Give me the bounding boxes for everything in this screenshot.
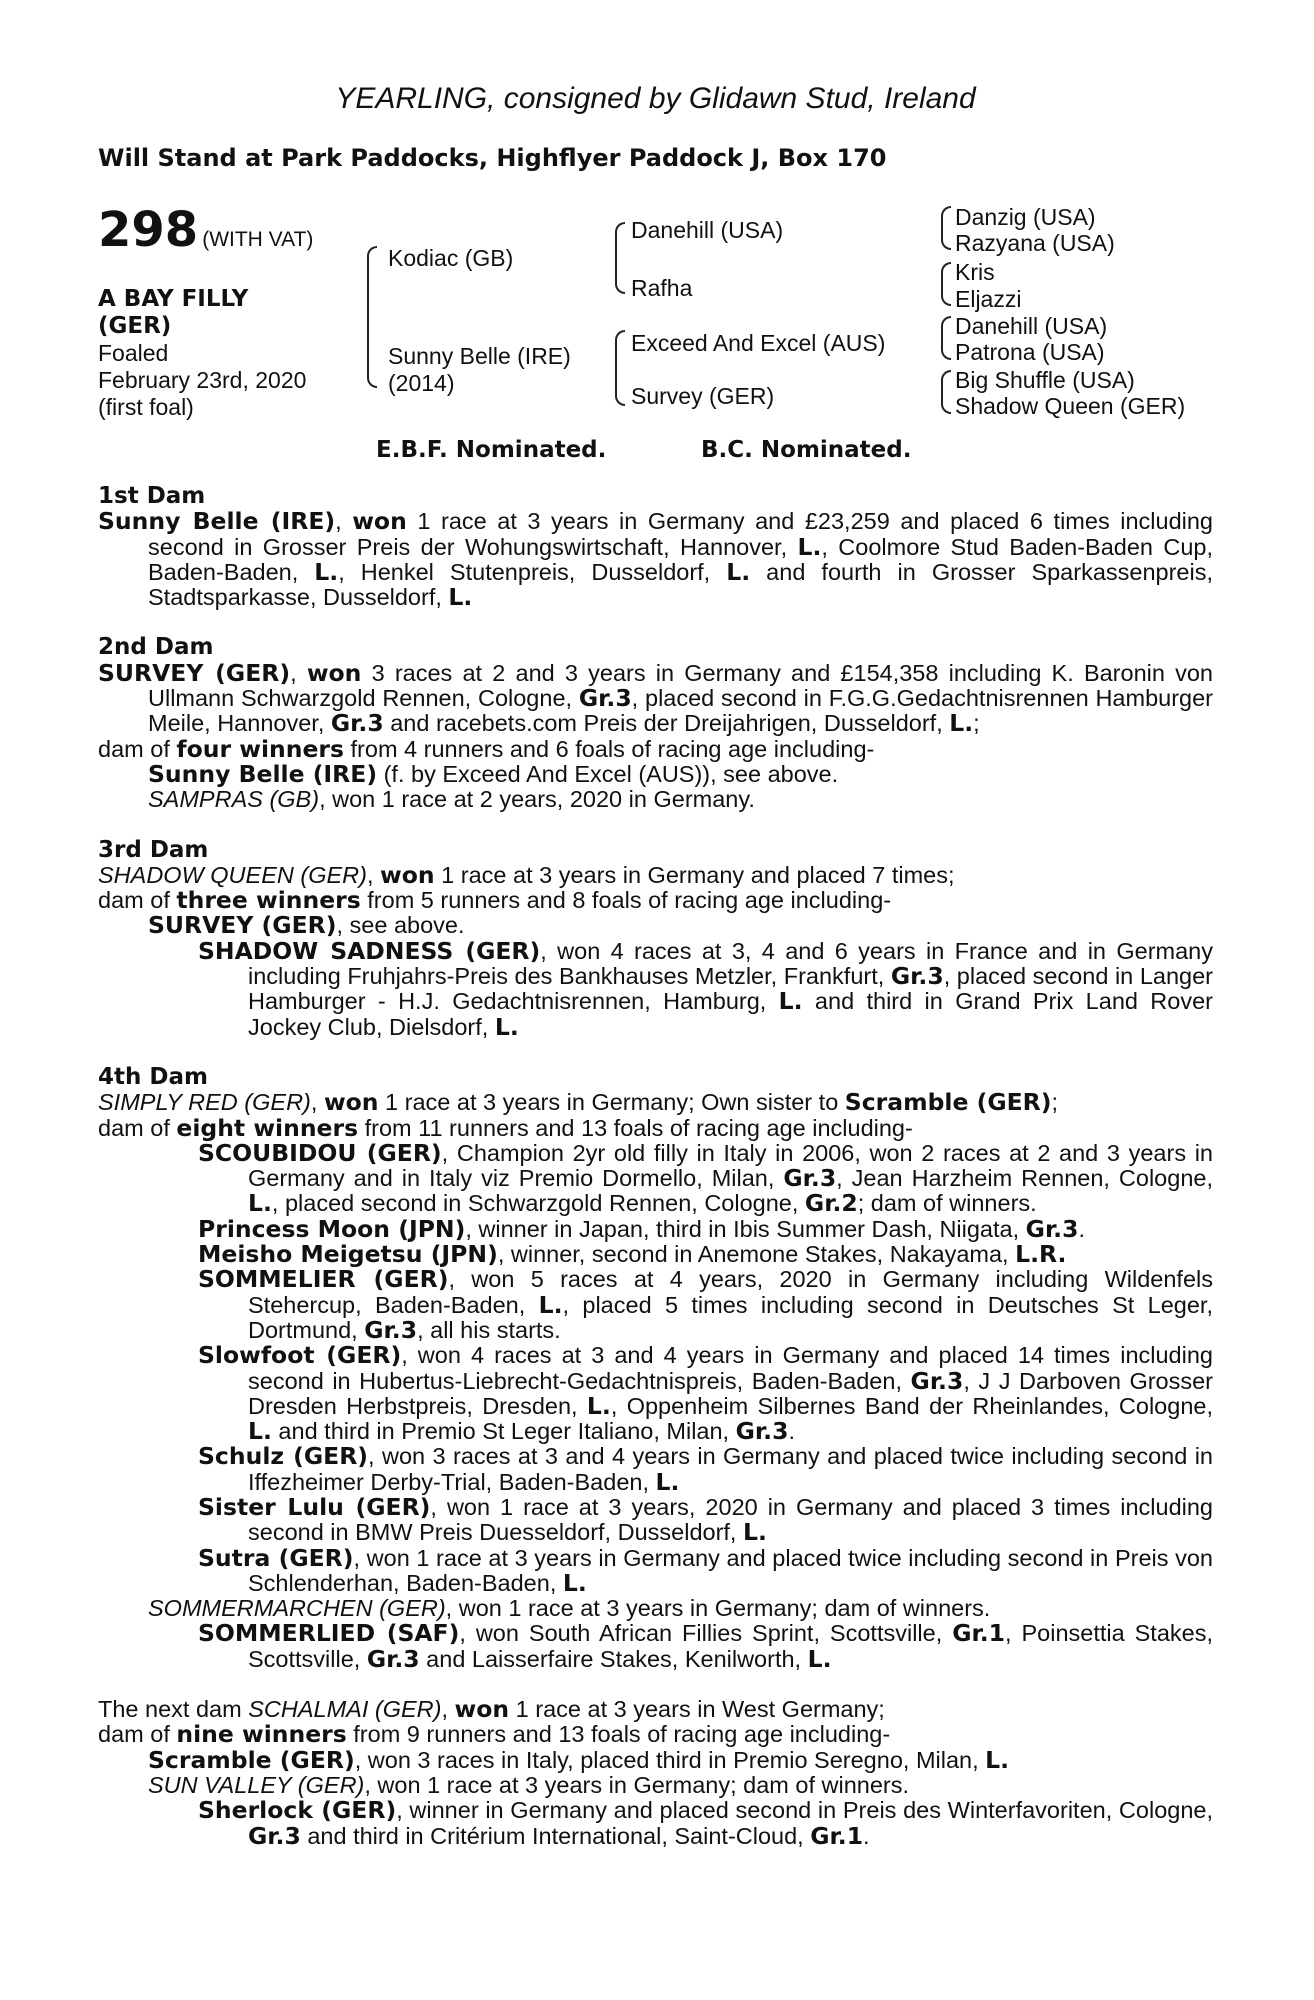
won-label: won [352,507,407,536]
progeny-entry: Scramble (GER), won 3 races in Italy, placed third in Premio Seregno, Milan, L. [148,1745,1010,1774]
horse-description [98,286,306,421]
pedigree-g3-6: Patrona (USA) [955,339,1105,365]
progeny-entry: SHADOW SADNESS (GER), won 4 races at 3, 4 and 6 years in France and in Germany including Fruhjahrs-Preis des Bankhauses Metzler, Frankfurt, Gr.3, placed second in Langer Hamburger - H.J. Gedachtnisrennen, Hamburg, L. and third in Grand Prix Land Rover Jockey Club, Dielsdorf, L. [198,936,1213,1041]
pedigree-g3-1: Danzig (USA) [955,204,1096,230]
lot-number-block [98,202,313,258]
pedigree-dam: Sunny Belle (IRE) [388,343,571,369]
progeny-entry: SOMMERMARCHEN (GER), won 1 race at 3 years in Germany; dam of winners. [148,1595,991,1622]
third-dam-produce: dam of three winners from 5 runners and 8 foals of racing age including- [98,886,892,915]
horse-title: A BAY FILLY [98,286,249,312]
progeny-entry: SUN VALLEY (GER), won 1 race at 3 years in Germany; dam of winners. [148,1771,910,1798]
pedigree-dam-dam: Survey (GER) [631,383,775,409]
dam-sections [98,484,1213,1849]
progeny-entry: Sutra (GER), won 1 race at 3 years in Germany and placed twice including second in Preis von Schlenderhan, Baden-Baden, L. [198,1543,1213,1597]
third-dam-entry: SHADOW QUEEN (GER), won 1 race at 3 years in Germany and placed 7 times; [98,860,955,889]
pedigree-g3-8: Shadow Queen (GER) [955,393,1186,419]
pedigree-g3-2: Razyana (USA) [955,230,1115,256]
bc-nomination: B.C. Nominated. [701,437,912,463]
ebf-nomination: E.B.F. Nominated. [376,437,607,463]
second-dam-entry: SURVEY (GER), won 3 races at 2 and 3 years in Germany and £154,358 including K. Baronin von Ullmann Schwarzgold Rennen, Cologne, Gr.3, placed second in F.G.G.Gedachtnisrennen Hamburger Meile, Hannover, Gr.3 and racebets.com Preis der Dreijahrigen, Dusseldorf, L.; [98,658,1214,738]
fourth-dam-heading: 4th Dam [98,1063,208,1090]
progeny-entry: Sunny Belle (IRE) (f. by Exceed And Excel (AUS)), see above. [148,759,839,788]
second-dam-name: SURVEY (GER) [98,658,291,687]
vat-note: (WITH VAT) [202,228,314,251]
progeny-entry: Slowfoot (GER), won 4 races at 3 and 4 years in Germany and placed 14 times including second in Hubertus-Liebrecht-Gedachtnispreis, Baden-Baden, Gr.3, J J Darboven Grosser Dresden Herbstpreis, Dresden, L., Oppenheim Silbernes Band der Rheinlandes, Cologne, L. and third in Premio St Leger Italiano, Milan, Gr.3. [198,1341,1214,1446]
progeny-entry: SAMPRAS (GB), won 1 race at 2 years, 2020 in Germany. [148,786,755,813]
progeny-entry: Meisho Meigetsu (JPN), winner, second in Anemone Stakes, Nakayama, L.R. [198,1240,1067,1269]
pedigree-sire-dam: Rafha [631,275,693,301]
pedigree-sire-sire: Danehill (USA) [631,217,784,243]
first-dam-name: Sunny Belle (IRE) [98,507,336,536]
foal-note: (first foal) [98,394,194,420]
progeny-entry: Sherlock (GER), winner in Germany and placed second in Preis des Winterfavoriten, Cologne, Gr.3 and third in Critérium International, Saint-Cloud, Gr.1. [198,1796,1213,1850]
pedigree-g3-7: Big Shuffle (USA) [955,367,1135,393]
progeny-entry: Princess Moon (JPN), winner in Japan, third in Ibis Summer Dash, Niigata, Gr.3. [198,1214,1085,1243]
first-dam-heading: 1st Dam [98,483,206,509]
progeny-entry: SCOUBIDOU (GER), Champion 2yr old filly in Italy in 2006, won 2 races at 2 and 3 years in Germany and in Italy viz Premio Dormello, Milan, Gr.3, Jean Harzheim Rennen, Cologne, L., placed second in Schwarzgold Rennen, Cologne, Gr.2; dam of winners. [198,1138,1213,1218]
foaled-date: February 23rd, 2020 [98,367,307,393]
third-dam-heading: 3rd Dam [98,836,209,863]
pedigree-brace-g3a [941,206,951,250]
fourth-dam-produce: dam of eight winners from 11 runners and 13 foals of racing age including- [98,1113,913,1142]
pedigree-g3-5: Danehill (USA) [955,313,1108,339]
first-dam-entry: Sunny Belle (IRE), won 1 race at 3 years in Germany and £23,259 and placed 6 times including second in Grosser Preis der Wohungswirtschaft, Hannover, L., Coolmore Stud Baden-Baden Cup, Baden-Baden, L., Henkel Stutenpreis, Dusseldorf, L. and fourth in Grosser Sparkassenpreis, Stadtsparkasse, Dusseldorf, L. [98,507,1214,612]
page-title: YEARLING, consigned by Glidawn Stud, Ireland [335,82,976,115]
horse-origin: (GER) [98,313,172,339]
pedigree-brace-main [367,246,377,388]
pedigree-brace-g3c [941,316,951,360]
next-dam-produce: dam of nine winners from 9 runners and 13 foals of racing age including- [98,1720,891,1749]
pedigree-g3-4: Eljazzi [955,286,1022,312]
progeny-entry: SOMMELIER (GER), won 5 races at 4 years, 2020 in Germany including Wildenfels Stehercup, Baden-Baden, L., placed 5 times including second in Deutsches St Leger, Dortmund, Gr.3, all his starts. [198,1265,1213,1344]
next-dam-entry: The next dam SCHALMAI (GER), won 1 race at 3 years in West Germany; [98,1695,885,1724]
second-dam-produce: dam of four winners from 4 runners and 6 foals of racing age including- [98,734,875,763]
foaled-label: Foaled [98,340,169,366]
pedigree-brace-g3d [941,370,951,414]
pedigree-sire: Kodiac (GB) [388,245,514,271]
progeny-entry: Sister Lulu (GER), won 1 race at 3 years, 2020 in Germany and placed 3 times including second in BMW Preis Duesseldorf, Dusseldorf, L. [198,1492,1213,1547]
pedigree-dam-sire: Exceed And Excel (AUS) [631,330,886,356]
pedigree-dam-year: (2014) [388,370,455,396]
lot-number: 298 [98,202,199,258]
fourth-dam-entry: SIMPLY RED (GER), won 1 race at 3 years in Germany; Own sister to Scramble (GER); [98,1088,1059,1117]
progeny-entry: SURVEY (GER), see above. [148,911,465,940]
progeny-entry: SOMMERLIED (SAF), won South African Fillies Sprint, Scottsville, Gr.1, Poinsettia Stakes, Scottsville, Gr.3 and Laisserfaire Stakes, Kenilworth, L. [198,1619,1213,1673]
progeny-entry: Schulz (GER), won 3 races at 3 and 4 years in Germany and placed twice including second in Iffezheimer Derby-Trial, Baden-Baden, L. [198,1442,1214,1496]
pedigree-brace-sire [615,222,625,294]
stand-location: Will Stand at Park Paddocks, Highflyer Paddock J, Box 170 [98,144,887,172]
pedigree-g3-3: Kris [955,259,995,285]
second-dam-heading: 2nd Dam [98,634,214,661]
pedigree-brace-dam [615,330,625,406]
pedigree-brace-g3b [941,262,951,306]
